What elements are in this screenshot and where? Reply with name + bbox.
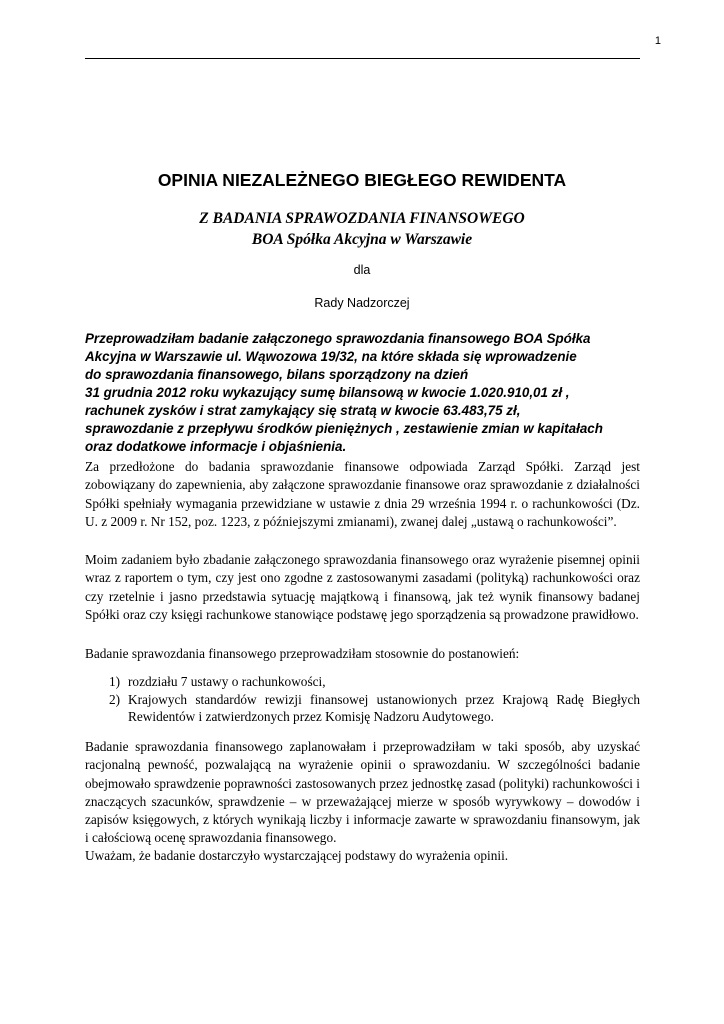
paragraph-task: Moim zadaniem było zbadanie załączonego sprawozdania finansowego oraz wyrażenie pisemnej opinii wraz z raportem o tym, czy jest ono zgodne z zastosowanymi zasadami (polityką) rachunkowości oraz czy rzetelnie i jasno przedstawia sytuację majątkową i finansową, jak też wynik finansowy badanej Spółki oraz czy księgi rachunkowe stanowiące podstawę jego sporządzenia są prowadzone prawidłowo. <box>85 552 640 622</box>
document-subtitle-line2: BOA Spółka Akcyjna w Warszawie <box>251 231 473 248</box>
intro-line: rachunek zysków i strat zamykający się stratą w kwocie 63.483,75 zł, <box>85 403 521 418</box>
list-item <box>109 691 640 726</box>
dla-text: dla <box>353 263 371 277</box>
paragraph-responsibility: Za przedłożone do badania sprawozdanie finansowe odpowiada Zarząd Spółki. Zarząd jest zobowiązany do zapewnienia, aby załączone sprawozdanie finansowe oraz sprawozdanie z działalności Spółki spełniały wymagania przewidziane w ustawie z dnia 29 września 1994 r. o rachunkowości (Dz. U. z 2009 r. Nr 152, poz. 1223, z późniejszymi zmianami), zwanej dalej „ustawą o rachunkowości”. <box>85 459 640 529</box>
document-title: OPINIA NIEZALEŻNEGO BIEGŁEGO REWIDENTA <box>157 170 567 190</box>
intro-line: oraz dodatkowe informacje i objaśnienia. <box>85 439 347 454</box>
list-item <box>109 673 640 691</box>
page-number: 1 <box>654 35 661 47</box>
header-rule <box>85 58 640 59</box>
intro-line: Przeprowadziłam badanie załączonego sprawozdania finansowego BOA Spółka <box>85 331 591 346</box>
intro-line: 31 grudnia 2012 roku wykazujący sumę bilansową w kwocie 1.020.910,01 zł , <box>85 385 570 400</box>
intro-statement <box>85 330 645 456</box>
paragraph-scope: Badanie sprawozdania finansowego zaplanowałam i przeprowadziłam w taki sposób, aby uzyskać racjonalną pewność, pozwalającą na wyrażenie opinii o sprawozdaniu. W szczególności badanie obejmowało sprawdzenie poprawności zastosowanych przez jednostkę zasad (polityki) rachunkowości i znaczących szacunków, sprawdzenie – w przeważającej mierze w sposób wyrywkowy – dowodów i zapisów księgowych, z których wynikają liczby i informacje zawarte w sprawozdaniu finansowym, jak i całościową ocenę sprawozdania finansowego. <box>85 739 640 846</box>
intro-line: do sprawozdania finansowego, bilans sporządzony na dzień <box>85 367 469 382</box>
list-item-number: 1) <box>109 674 121 689</box>
list-item-text: Krajowych standardów rewizji finansowej ustanowionych przez Krajową Radę Biegłych Rewidentów i zatwierdzonych przez Komisję Nadzoru Audytowego. <box>128 691 640 724</box>
paragraph-conclusion: Uważam, że badanie dostarczyło wystarczającej podstawy do wyrażenia opinii. <box>85 848 509 863</box>
intro-line: Akcyjna w Warszawie ul. Wąwozowa 19/32, na które składa się wprowadzenie <box>85 349 577 364</box>
basis-list <box>109 673 640 726</box>
list-item-text: rozdziału 7 ustawy o rachunkowości, <box>128 674 326 689</box>
document-subtitle-line1: Z BADANIA SPRAWOZDANIA FINANSOWEGO <box>199 210 525 227</box>
recipient-text: Rady Nadzorczej <box>314 296 410 310</box>
list-item-number: 2) <box>109 691 121 707</box>
intro-line: sprawozdanie z przepływu środków pieniężnych , zestawienie zmian w kapitałach <box>85 421 603 436</box>
paragraph-basis: Badanie sprawozdania finansowego przeprowadziłam stosownie do postanowień: <box>85 646 520 661</box>
